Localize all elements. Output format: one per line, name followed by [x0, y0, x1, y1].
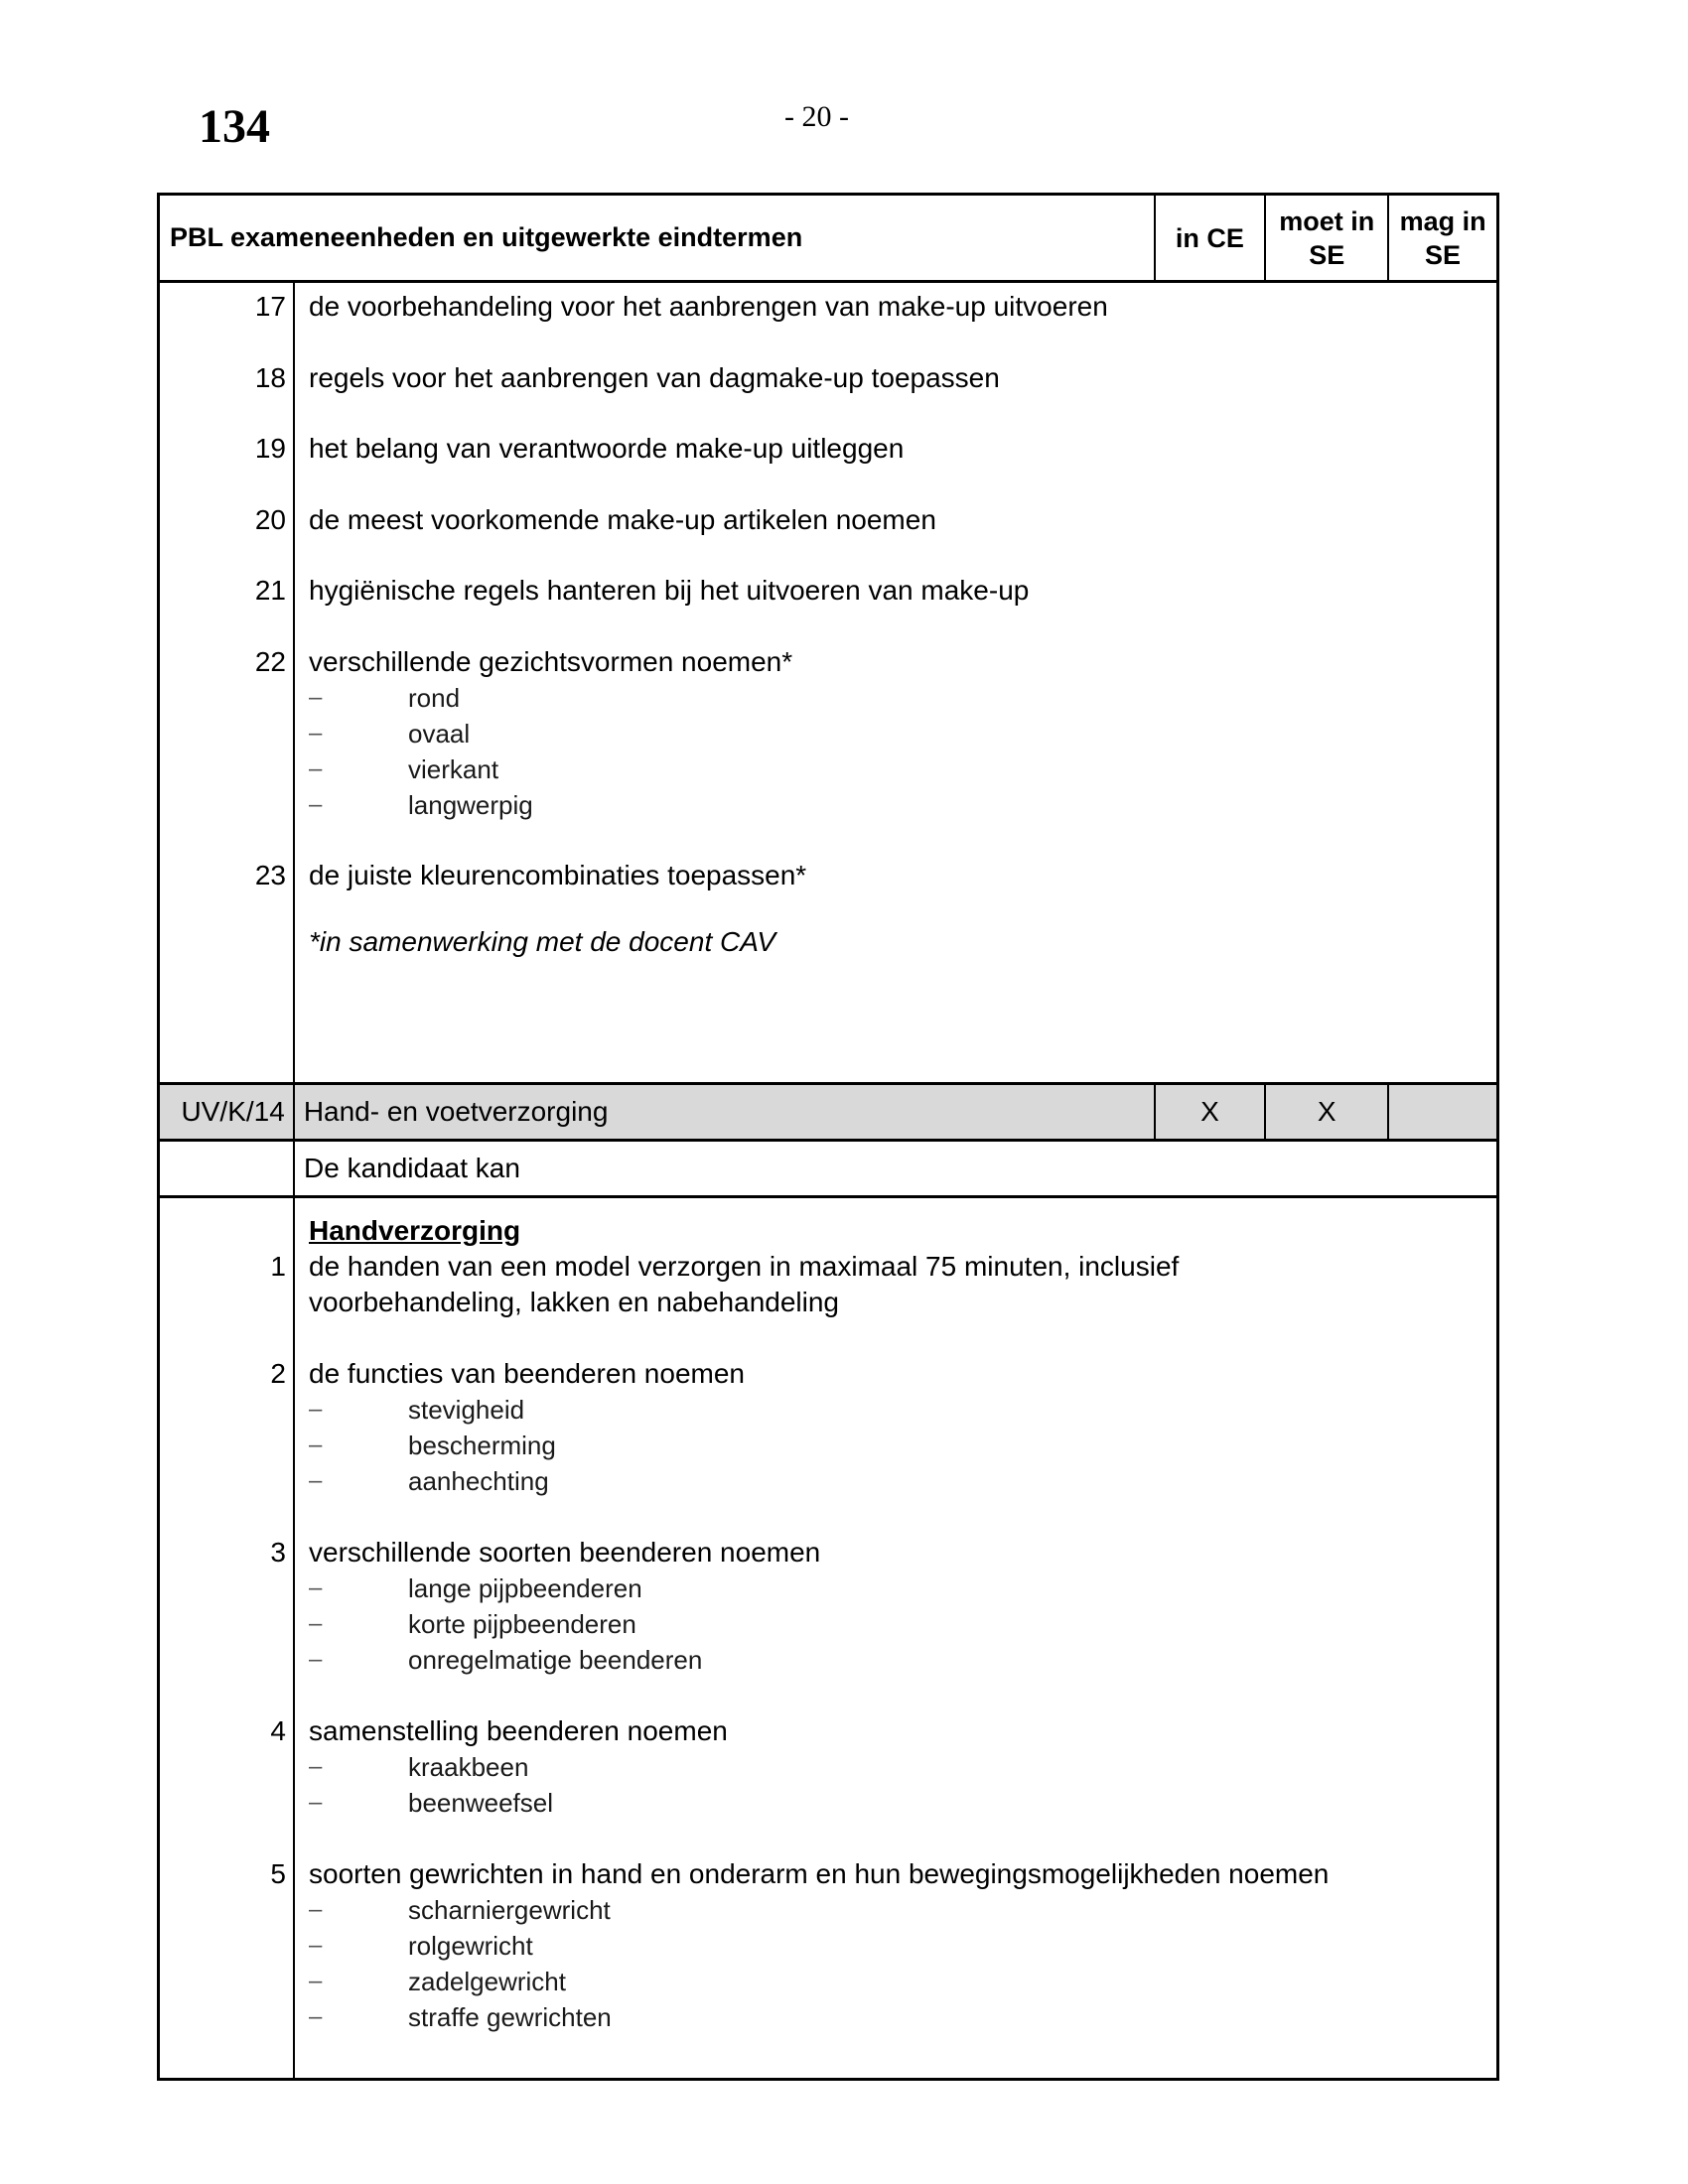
eindterm-item — [160, 858, 1496, 893]
footnote — [160, 924, 1496, 960]
eindterm-item — [160, 360, 1496, 396]
dash-bullet-icon: – — [309, 1789, 323, 1816]
sub-item — [160, 1642, 1496, 1678]
dash-bullet-icon: – — [309, 1932, 323, 1959]
dash-bullet-icon: – — [309, 1896, 323, 1923]
section-handverzorging — [157, 1198, 1499, 2081]
dash-bullet-icon: – — [309, 1574, 323, 1601]
sub-item-text: vierkant — [408, 753, 499, 784]
item-text: hygiënische regels hanteren bij het uitvoeren van make-up — [309, 575, 1030, 606]
sub-item-text: bescherming — [408, 1431, 556, 1460]
document-id-number: 134 — [199, 100, 270, 153]
dash-bullet-icon: – — [309, 1396, 323, 1423]
item-text: de handen van een model verzorgen in maximaal 75 minuten, inclusief — [309, 1251, 1180, 1282]
eindterm-item — [160, 1249, 1496, 1285]
sub-item — [160, 1463, 1496, 1499]
item-number: 18 — [254, 361, 286, 393]
header-moet-in-se: moet in SE — [1264, 196, 1387, 280]
unit-in-ce-mark: X — [1154, 1085, 1265, 1139]
header-in-ce: in CE — [1154, 196, 1265, 280]
item-number: 23 — [254, 860, 286, 890]
header-title: PBL exameneenheden en uitgewerkte eindtermen — [170, 222, 803, 252]
sub-item-text: straffe gewrichten — [408, 2002, 612, 2032]
page-number: - 20 - — [784, 100, 849, 133]
unit-code: UV/K/14 — [160, 1085, 295, 1139]
item-text: regels voor het aanbrengen van dagmake-up toepassen — [309, 361, 1000, 393]
item-number: 17 — [254, 291, 286, 322]
dash-bullet-icon: – — [309, 1432, 323, 1458]
sub-item — [160, 716, 1496, 751]
dash-bullet-icon: – — [309, 719, 323, 747]
eindterm-item — [160, 1856, 1496, 1892]
sub-item — [160, 1749, 1496, 1785]
sub-item — [160, 1964, 1496, 1999]
sub-item-text: rolgewricht — [408, 1931, 533, 1961]
sub-item — [160, 1428, 1496, 1463]
item-text: de functies van beenderen noemen — [309, 1358, 745, 1389]
dash-bullet-icon: – — [309, 1610, 323, 1637]
eindterm-item — [160, 502, 1496, 538]
sub-item — [160, 787, 1496, 823]
sub-item — [160, 680, 1496, 716]
eindterm-item — [160, 573, 1496, 609]
item-number: 2 — [270, 1358, 286, 1389]
sub-item — [160, 1785, 1496, 1821]
sub-item-text: scharniergewricht — [408, 1895, 611, 1925]
sub-item — [160, 1606, 1496, 1642]
dash-bullet-icon: – — [309, 2003, 323, 2030]
unit-mag-in-se-mark — [1387, 1085, 1496, 1139]
exam-units-table — [157, 193, 1499, 2081]
dash-bullet-icon: – — [309, 754, 323, 782]
unit-row — [157, 1085, 1499, 1142]
sub-item — [160, 1392, 1496, 1428]
sub-item-text: zadelgewricht — [408, 1967, 566, 1996]
eindterm-item — [160, 1535, 1496, 1570]
footnote-text: *in samenwerking met de docent CAV — [309, 925, 776, 957]
sub-item-text: ovaal — [408, 718, 471, 749]
table-header-row — [157, 193, 1499, 283]
item-text: de meest voorkomende make-up artikelen noemen — [309, 503, 936, 535]
dash-bullet-icon: – — [309, 790, 323, 818]
unit-title: Hand- en voetverzorging — [303, 1096, 609, 1127]
item-number: 20 — [254, 503, 286, 535]
item-text: verschillende gezichtsvormen noemen* — [309, 645, 793, 677]
dash-bullet-icon: – — [309, 683, 323, 711]
eindterm-item — [160, 644, 1496, 680]
dash-bullet-icon: – — [309, 1753, 323, 1780]
sub-item — [160, 1928, 1496, 1964]
dash-bullet-icon: – — [309, 1968, 323, 1994]
item-text: de juiste kleurencombinaties toepassen* — [309, 860, 807, 890]
item-text: verschillende soorten beenderen noemen — [309, 1537, 821, 1568]
sub-item-text: kraakbeen — [408, 1752, 529, 1782]
intro-text: De kandidaat kan — [304, 1153, 520, 1183]
item-number: 22 — [254, 645, 286, 677]
sub-item-text: lange pijpbeenderen — [408, 1573, 642, 1603]
item-number: 4 — [270, 1715, 286, 1746]
sub-item — [160, 1999, 1496, 2035]
sub-item — [160, 751, 1496, 787]
heading-handverzorging: Handverzorging — [309, 1215, 521, 1246]
subsection-heading — [160, 1213, 1496, 1249]
intro-row — [157, 1142, 1499, 1198]
eindterm-item — [160, 1713, 1496, 1749]
sub-item-text: langwerpig — [408, 789, 533, 820]
sub-item — [160, 1570, 1496, 1606]
unit-moet-in-se-mark: X — [1264, 1085, 1387, 1139]
item-number: 3 — [270, 1537, 286, 1568]
item-text: voorbehandeling, lakken en nabehandeling — [309, 1287, 839, 1317]
item-text: samenstelling beenderen noemen — [309, 1715, 728, 1746]
sub-item — [160, 1892, 1496, 1928]
header-mag-in-se: mag in SE — [1387, 196, 1496, 280]
item-text: het belang van verantwoorde make-up uitleggen — [309, 433, 905, 464]
item-text: soorten gewrichten in hand en onderarm en hun bewegingsmogelijkheden noemen — [309, 1858, 1330, 1889]
item-number: 5 — [270, 1858, 286, 1889]
sub-item-text: aanhechting — [408, 1466, 549, 1496]
item-number: 21 — [254, 575, 286, 606]
sub-item-text: rond — [408, 682, 461, 713]
eindterm-item — [160, 1356, 1496, 1392]
sub-item-text: onregelmatige beenderen — [408, 1645, 703, 1675]
dash-bullet-icon: – — [309, 1467, 323, 1494]
eindterm-item — [160, 1285, 1496, 1320]
sub-item-text: korte pijpbeenderen — [408, 1609, 636, 1639]
sub-item-text: beenweefsel — [408, 1788, 553, 1818]
dash-bullet-icon: – — [309, 1646, 323, 1673]
eindterm-item — [160, 431, 1496, 467]
section-makeup-terms — [157, 283, 1499, 1085]
item-text: de voorbehandeling voor het aanbrengen van make-up uitvoeren — [309, 291, 1108, 322]
sub-item-text: stevigheid — [408, 1395, 525, 1425]
item-number: 19 — [254, 433, 286, 464]
item-number: 1 — [270, 1251, 286, 1282]
eindterm-item — [160, 289, 1496, 325]
